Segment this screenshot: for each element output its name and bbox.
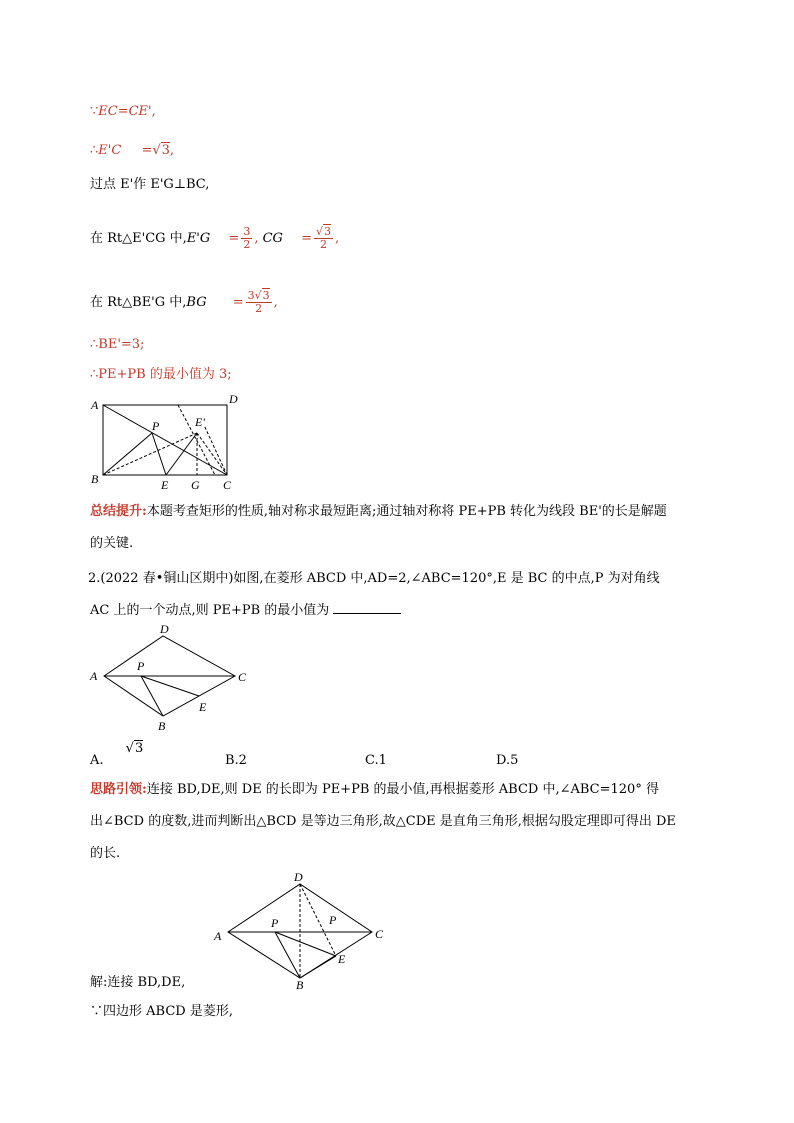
solution-step-2: ∵四边形 ABCD 是菱形, bbox=[90, 1004, 233, 1019]
label-a: A bbox=[91, 398, 99, 412]
option-a-value: √3 bbox=[125, 741, 144, 756]
line-p-b bbox=[275, 932, 300, 978]
hint-line-1: 思路引领:连接 BD,DE,则 DE 的长即为 PE+PB 的最小值,再根据菱形 ABCD 中,∠ABC=120° 得 bbox=[90, 782, 659, 797]
solution-line-2: ∴E'C =√3, bbox=[90, 143, 175, 158]
solution-line-6: ∴BE'=3; bbox=[90, 337, 145, 352]
label-d: D bbox=[160, 622, 169, 636]
label-b: B bbox=[91, 472, 99, 486]
solution-line-7: ∴PE+PB 的最小值为 3; bbox=[90, 367, 232, 382]
figure-rectangle bbox=[88, 392, 248, 492]
hint-line-3: 的长. bbox=[90, 846, 121, 861]
label-d: D bbox=[294, 870, 303, 884]
label-c: C bbox=[375, 927, 384, 941]
label-e: E bbox=[338, 952, 346, 966]
line-e-eprime bbox=[166, 433, 197, 475]
solution-step-1: 解:连接 BD,DE, bbox=[90, 975, 186, 990]
label-e: E bbox=[199, 700, 207, 714]
line-b-e bbox=[300, 956, 336, 978]
because-symbol: ∵ bbox=[90, 104, 99, 119]
figure-rhombus-solution bbox=[212, 866, 392, 991]
solution-line-5: 在 Rt△BE'G 中,BG = $\frac{3√3}{2}$ , bbox=[90, 289, 278, 315]
solution-line-1: ∵EC=CE', bbox=[90, 104, 156, 119]
line-b-p bbox=[103, 433, 152, 475]
label-d: D bbox=[229, 392, 238, 406]
label-p: P bbox=[137, 659, 145, 673]
label-a: A bbox=[90, 669, 98, 683]
label-b: B bbox=[158, 719, 166, 733]
line-a-c bbox=[103, 405, 227, 475]
dashed-b-eprime bbox=[103, 433, 197, 475]
label-p-prime: P bbox=[329, 913, 337, 927]
therefore-symbol: ∴ bbox=[90, 143, 99, 158]
label-p: P bbox=[271, 916, 279, 930]
hint-line-2: 出∠BCD 的度数,进而判断出△BCD 是等边三角形,故△CDE 是直角三角形,根据勾股定理即可得出 DE bbox=[90, 814, 676, 829]
fraction: $\frac{3}{2}$ bbox=[243, 225, 251, 251]
answer-blank[interactable] bbox=[333, 601, 401, 614]
option-b[interactable]: B.2 bbox=[225, 753, 247, 768]
option-d[interactable]: D.5 bbox=[496, 753, 519, 768]
label-a: A bbox=[214, 929, 222, 943]
fraction: $\frac{√3}{2}$ bbox=[315, 225, 331, 251]
summary-label: 总结提升: bbox=[90, 504, 147, 519]
equation: EC=CE' bbox=[98, 104, 152, 119]
solution-line-4: 在 Rt△E'CG 中,E'G = $\frac{3}{2}$ , CG = $\frac{√3}{2}$ , bbox=[90, 225, 340, 251]
label-b: B bbox=[296, 978, 304, 992]
question-line-1: 2.(2022 春•铜山区期中)如图,在菱形 ABCD 中,AD=2,∠ABC=120°,E 是 BC 的中点,P 为对角线 bbox=[88, 571, 660, 586]
sqrt-symbol: √ bbox=[152, 143, 161, 158]
line-p-e bbox=[141, 676, 199, 696]
dashed-c-d bbox=[204, 425, 227, 475]
summary-line-2: 的关键. bbox=[90, 536, 134, 551]
line-p-e bbox=[275, 932, 336, 956]
option-c[interactable]: C.1 bbox=[365, 753, 387, 768]
question-line-2: AC 上的一个动点,则 PE+PB 的最小值为 bbox=[90, 601, 401, 620]
label-c: C bbox=[223, 478, 232, 492]
solution-line-3: 过点 E'作 E'G⊥BC, bbox=[90, 177, 210, 192]
label-e-prime: E' bbox=[195, 415, 205, 429]
label-p: P bbox=[152, 419, 160, 433]
figure-rhombus bbox=[88, 620, 258, 740]
option-a[interactable]: A. √3 bbox=[90, 741, 144, 768]
label-g: G bbox=[191, 478, 200, 492]
hint-label: 思路引领: bbox=[90, 782, 147, 797]
label-e: E bbox=[161, 478, 169, 492]
fraction: $\frac{3√3}{2}$ bbox=[247, 289, 270, 315]
summary-line-1: 总结提升:本题考查矩形的性质,轴对称求最短距离;通过轴对称将 PE+PB 转化为线段 BE'的长是解题 bbox=[90, 504, 667, 519]
label-c: C bbox=[238, 670, 247, 684]
